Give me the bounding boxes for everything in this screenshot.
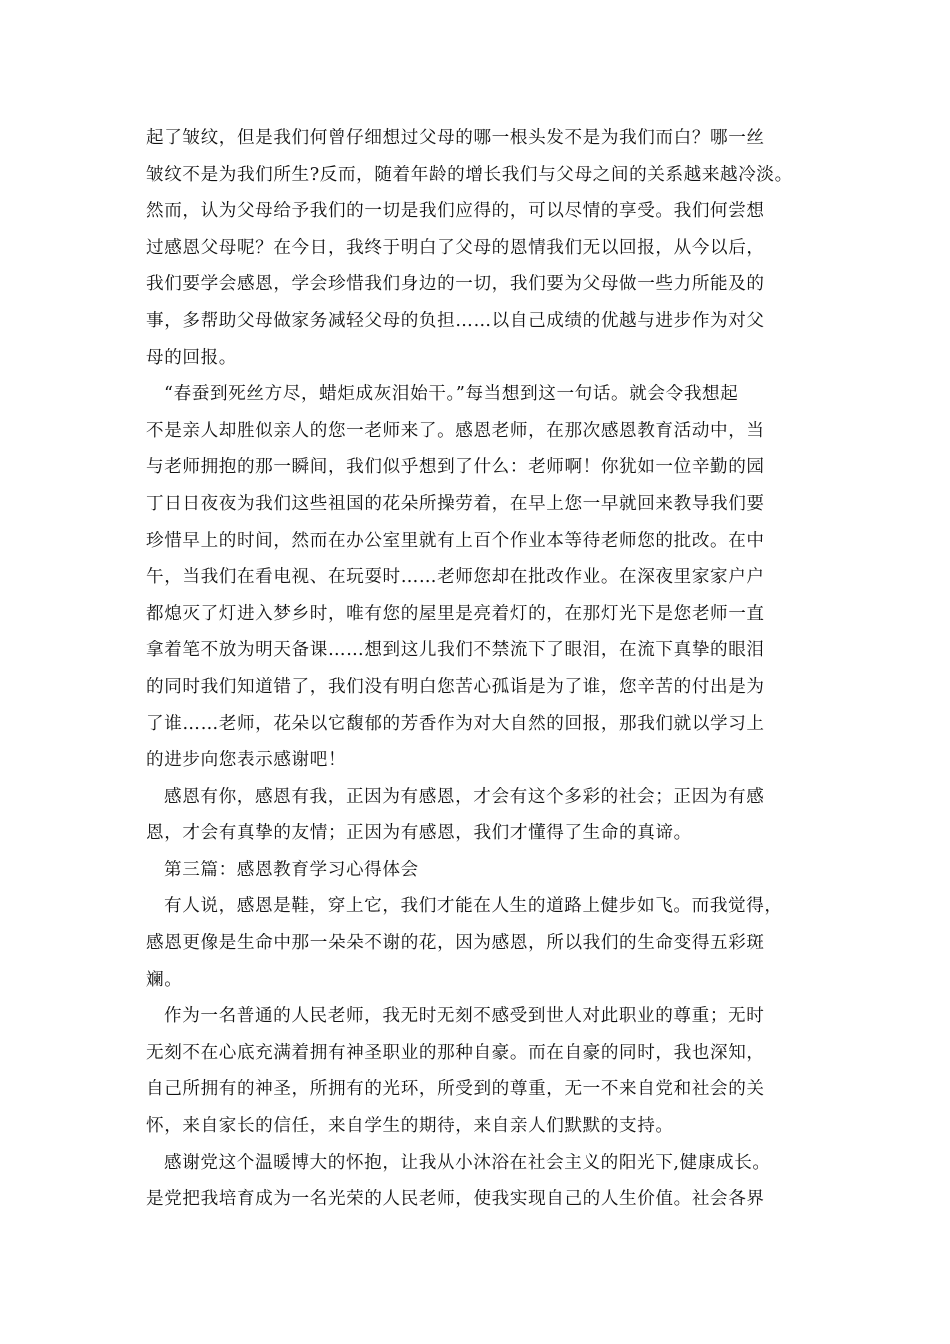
- text-line: 有人说，感恩是鞋，穿上它，我们才能在人生的道路上健步如飞。而我觉得，: [164, 896, 783, 917]
- text-line: 感谢党这个温暖博大的怀抱，让我从小沐浴在社会主义的阳光下,健康成长。: [164, 1152, 771, 1173]
- text-line: 是党把我培育成为一名光荣的人民老师，使我实现自己的人生价值。社会各界: [146, 1189, 765, 1210]
- text-line: 无刻不在心底充满着拥有神圣职业的那种自豪。而在自豪的同时，我也深知，: [146, 1042, 765, 1063]
- text-line: 过感恩父母呢？在今日，我终于明白了父母的恩情我们无以回报，从今以后，: [146, 237, 765, 258]
- text-line: 自己所拥有的神圣，所拥有的光环，所受到的尊重，无一不来自党和社会的关: [146, 1079, 765, 1100]
- text-line: 然而，认为父母给予我们的一切是我们应得的，可以尽情的享受。我们何尝想: [146, 201, 765, 222]
- text-line: 皱纹不是为我们所生?反而，随着年龄的增长我们与父母之间的关系越来越冷淡。: [146, 164, 793, 185]
- body-text: [146, 120, 816, 1218]
- text-line: 了谁……老师，花朵以它馥郁的芳香作为对大自然的回报，那我们就以学习上: [146, 713, 765, 734]
- text-line: 作为一名普通的人民老师，我无时无刻不感受到世人对此职业的尊重；无时: [164, 1006, 765, 1027]
- text-line: 与老师拥抱的那一瞬间，我们似乎想到了什么：老师啊！你犹如一位辛勤的园: [146, 457, 765, 478]
- text-line: 的同时我们知道错了，我们没有明白您苦心孤诣是为了谁，您辛苦的付出是为: [146, 676, 765, 697]
- text-line: 恩，才会有真挚的友情；正因为有感恩，我们才懂得了生命的真谛。: [146, 823, 692, 844]
- text-line: 拿着笔不放为明天备课……想到这儿我们不禁流下了眼泪，在流下真挚的眼泪: [146, 640, 765, 661]
- text-line: 的进步向您表示感谢吧！: [146, 750, 347, 771]
- text-line: 斓。: [146, 969, 183, 990]
- text-line: 感恩有你，感恩有我，正因为有感恩，才会有这个多彩的社会；正因为有感: [164, 786, 765, 807]
- text-line: 怀，来自家长的信任，来自学生的期待，来自亲人们默默的支持。: [146, 1116, 674, 1137]
- text-line: 第三篇：感恩教育学习心得体会: [164, 859, 419, 880]
- text-line: 起了皱纹，但是我们何曾仔细想过父母的哪一根头发不是为我们而白？哪一丝: [146, 128, 765, 148]
- text-line: 午，当我们在看电视、在玩耍时……老师您却在批改作业。在深夜里家家户户: [146, 567, 765, 588]
- text-line: 不是亲人却胜似亲人的您一老师来了。感恩老师，在那次感恩教育活动中，当: [146, 420, 765, 441]
- text-line: 都熄灭了灯进入梦乡时，唯有您的屋里是亮着灯的，在那灯光下是您老师一直: [146, 603, 765, 624]
- text-line: 珍惜早上的时间，然而在办公室里就有上百个作业本等待老师您的批改。在中: [146, 530, 765, 551]
- text-line: 母的回报。: [146, 347, 237, 368]
- text-line: “春蚕到死丝方尽，蜡炬成灰泪始干。”每当想到这一句话。就会令我想起: [164, 384, 739, 405]
- text-line: 感恩更像是生命中那一朵朵不谢的花，因为感恩，所以我们的生命变得五彩斑: [146, 933, 765, 954]
- text-line: 我们要学会感恩，学会珍惜我们身边的一切，我们要为父母做一些力所能及的: [146, 274, 765, 295]
- text-line: 事，多帮助父母做家务减轻父母的负担……以自己成绩的优越与进步作为对父: [146, 310, 765, 331]
- text-line: 丁日日夜夜为我们这些祖国的花朵所操劳着，在早上您一早就回来教导我们要: [146, 493, 765, 514]
